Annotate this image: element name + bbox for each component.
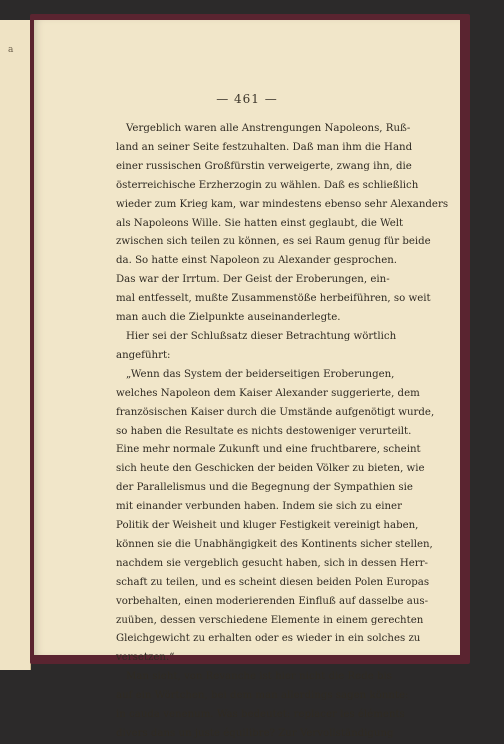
- text-line: können sie die Unabhängigkeit des Kontinents sicher stellen,: [116, 538, 433, 550]
- text-line: mit einander verbunden haben. Indem sie sich zu einer: [116, 501, 402, 513]
- facing-page-margin-mark: a: [8, 45, 14, 55]
- text-line: wieder zum Krieg kam, war mindestens ebenso sehr Alexanders: [116, 198, 449, 210]
- text-line: nachdem sie vergeblich gesucht haben, sich in dessen Herr-: [116, 557, 428, 569]
- text-line: Hier sei der Schlußsatz dieser Betrachtung wörtlich: [126, 330, 397, 342]
- text-line: schaft zu teilen, und es scheint diesen beiden Polen Europas: [116, 576, 430, 588]
- text-line: angeführt:: [116, 349, 171, 361]
- text-line: sich heute den Geschicken der beiden Völker zu bieten, wie: [116, 463, 425, 475]
- text-line: in cauda venenum. Was bedeutet: replacer les éléments: [116, 709, 405, 721]
- text-line: welches Napoleon dem Kaiser Alexander suggerierte, dem: [116, 387, 420, 399]
- text-line: so haben die Resultate es nichts destoweniger verurteilt.: [116, 425, 412, 437]
- text-line: Vergeblich waren alle Anstrengungen Napoleons, Ruß-: [126, 123, 411, 134]
- page-body-text: [116, 120, 449, 744]
- text-line: man auch die Zielpunkte auseinanderlegte.: [116, 312, 341, 324]
- book-page: [34, 20, 460, 739]
- text-line: als Napoleons Wille. Sie hatten einst geglaubt, die Welt: [116, 217, 404, 229]
- text-line: einer russischen Großfürstin verweigerte, zwang ihn, die: [116, 160, 412, 172]
- text-line: da. So hatte einst Napoleon zu Alexander gesprochen.: [116, 255, 398, 267]
- text-line: Politik der Weisheit und kluger Festigkeit vereinigt haben,: [116, 520, 419, 532]
- text-line: zuüben, dessen verschiedene Elemente in einem gerechten: [116, 614, 424, 626]
- text-line: mal entfesselt, mußte Zusammenstöße herbeiführen, so weit: [116, 293, 431, 305]
- text-line: österreichische Erzherzogin zu wählen. Daß es schließlich: [116, 179, 419, 191]
- text-line: Das war der Irrtum. Der Geist der Eroberungen, ein-: [116, 274, 390, 286]
- text-line: „Wenn das System der beiderseitigen Eroberungen,: [126, 368, 395, 380]
- text-line: versetzen.“: [116, 652, 175, 664]
- text-line: vorbehalten, einen moderierenden Einfluß auf dasselbe aus-: [116, 595, 429, 607]
- text-line: divers dans un juste équilibre? Zur Vervollständigung: [116, 728, 394, 739]
- text-line: auf ein Wörtchen, bei dem man allerdings sagen könnte:: [116, 690, 409, 702]
- text-line: französischen Kaiser durch die Umstände aufgenötigt wurde,: [116, 406, 435, 418]
- text-line: Eine mehr normale Zukunft und eine fruchtbarere, scheint: [116, 444, 421, 456]
- facing-page-edge: [0, 20, 31, 670]
- text-line: zwischen sich teilen zu können, es sei Raum genug für beide: [116, 236, 431, 248]
- page-number: — 461 —: [216, 92, 278, 106]
- text-line: der Parallelismus und die Begegnung der Sympathien sie: [116, 482, 413, 494]
- text-line: Gleichgewicht zu erhalten oder es wieder in ein solches zu: [116, 633, 421, 645]
- text-line: land an seiner Seite festzuhalten. Daß man ihm die Hand: [116, 141, 413, 153]
- text-line: Man sieht, von Revanche ist hier nicht die Rede bis: [126, 671, 392, 683]
